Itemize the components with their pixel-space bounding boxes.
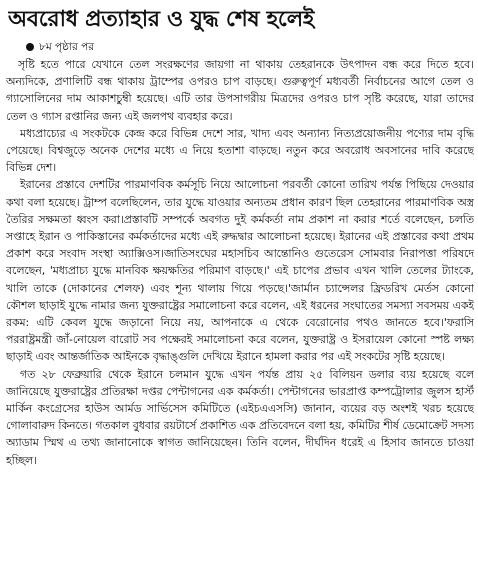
- bullet-icon: [26, 43, 34, 51]
- article-body: [6, 56, 474, 469]
- article-paragraph-4: গত ২৮ ফেব্রুয়ারি থেকে ইরানে চলমান যুদ্ধে এখন পর্যন্ত প্রায় ২৫ বিলিয়ন ডলার ব্যয় হয়েছে বলে জানিয়েছে যুক্তরাষ্ট্রের প্রতিরক্ষা দপ্তর পেন্টাগনের এক কর্মকর্তা। পেন্টাগনের ভারপ্রাপ্ত কম্পট্রোলার জুলস হার্স্ট মার্কিন কংগ্রেসের হাউস আর্মড সার্ভিসেস কমিটিতে (এইচএএসসি) জানান, ব্যয়ের বড় অংশই খরচ হয়েছে গোলাবারুদ কিনতে। গতকাল বুধবার রয়টার্সে প্রকাশিত এক প্রতিবেদনে বলা হয়, কমিটির শীর্ষ ডেমোক্রেট সদস্য অ্যাডাম স্মিথ এ তথ্য জানানোকে স্বাগত জানিয়েছেন। তিনি বলেন, দীর্ঘদিন ধরেই এ হিসাব জানতে চাওয়া হচ্ছিল।: [6, 367, 474, 467]
- continued-from-text: ৮ম পৃষ্ঠার পর: [39, 41, 95, 53]
- news-article: [6, 0, 474, 583]
- article-paragraph-3: ইরানের প্রস্তাবে দেশটির পারমাণবিক কর্মসূচি নিয়ে আলোচনা পরবর্তী কোনো তারিখ পর্যন্ত পিছিয়ে দেওয়ার কথা বলা হয়েছে। ট্রাম্প বলেছিলেন, তার যুদ্ধে যাওয়ার অন্যতম প্রধান কারণ ছিল তেহরানের পারমাণবিক অস্ত্র তৈরির সক্ষমতা ধ্বংস করা।প্রস্তাবটি সম্পর্কে অবগত দুই কর্মকর্তা নাম প্রকাশ না করার শর্তে বলেছেন, চলতি সপ্তাহে ইরান ও পাকিস্তানের কর্মকর্তাদের মধ্যে এই রুদ্ধদ্বার আলোচনা হয়েছে। ইরানের এই প্রস্তাবের কথা প্রথম প্রকাশ করে সংবাদ সংস্থা অ্যাক্সিওস।জাতিসংঘের মহাসচিব আন্তোনিও গুতেরেস সোমবার নিরাপত্তা পরিষদে বলেছেন, 'মধ্যপ্রাচ্য যুদ্ধে মানবিক ক্ষয়ক্ষতির পরিমাণ বাড়ছে।' এই চাপের প্রভাব এখন খালি তেলের ট্যাংকে, খালি তাকে (দোকানের শেলফ) এবং শূন্য থালায় গিয়ে পড়ছে।'জার্মান চ্যান্সেলর ফ্রিডরিখ মের্তস কোনো কৌশল ছাড়াই যুদ্ধে নামার জন্য যুক্তরাষ্ট্রের সমালোচনা করে বলেন, এই ধরনের সংঘাতের সমস্যা সবসময় একই রকম: এটি কেবল যুদ্ধে জড়ানো নিয়ে নয়, আপনাকে এ থেকে বেরোনোর পথও জানতে হবে।'ফরাসি পররাষ্ট্রমন্ত্রী জাঁ-নোয়েল বারোট সব পক্ষেরই সমালোচনা করে বলেন, যুক্তরাষ্ট্র ও ইসরায়েল কোনো স্পষ্ট লক্ষ্য ছাড়াই এবং আন্তর্জাতিক আইনকে বৃদ্ধাঙ্গুলি দেখিয়ে ইরানে হামলা করার পর এই সংকটের সৃষ্টি হয়েছে।: [6, 178, 474, 364]
- article-paragraph-1: সৃষ্টি হতে পারে যেখানে তেল সংরক্ষণের জায়গা না থাকায় তেহরানকে উৎপাদন বন্ধ করে দিতে হবে।অন্যদিকে, প্রণালিটি বন্ধ থাকায় ট্রাম্পের ওপরও চাপ বাড়ছে। গুরুত্বপূর্ণ মধ্যবর্তী নির্বাচনের আগে তেল ও গ্যাসোলিনের দাম আকাশচুম্বী হয়েছে। এটি তার উপসাগরীয় মিত্রদের ওপরও চাপ সৃষ্টি করেছে, যারা তাদের তেল ও গ্যাস রপ্তানির জন্য এই জলপথ ব্যবহার করে।: [6, 58, 474, 123]
- article-headline: অবরোধ প্রত্যাহার ও যুদ্ধ শেষ হলেই: [8, 6, 314, 32]
- continued-from-label: [26, 40, 474, 54]
- article-paragraph-2: মধ্যপ্রাচ্যের এ সংকটকে কেন্দ্র করে বিভিন্ন দেশে সার, খাদ্য এবং অন্যান্য নিত্যপ্রয়োজনীয় পণ্যের দাম বৃদ্ধি পেয়েছে। বিশ্বজুড়ে অনেক দেশের মধ্যে এ নিয়ে হতাশা বাড়ছে। নতুন করে অবরোধ অবসানের দাবি করেছে বিভিন্ন দেশ।: [6, 126, 474, 175]
